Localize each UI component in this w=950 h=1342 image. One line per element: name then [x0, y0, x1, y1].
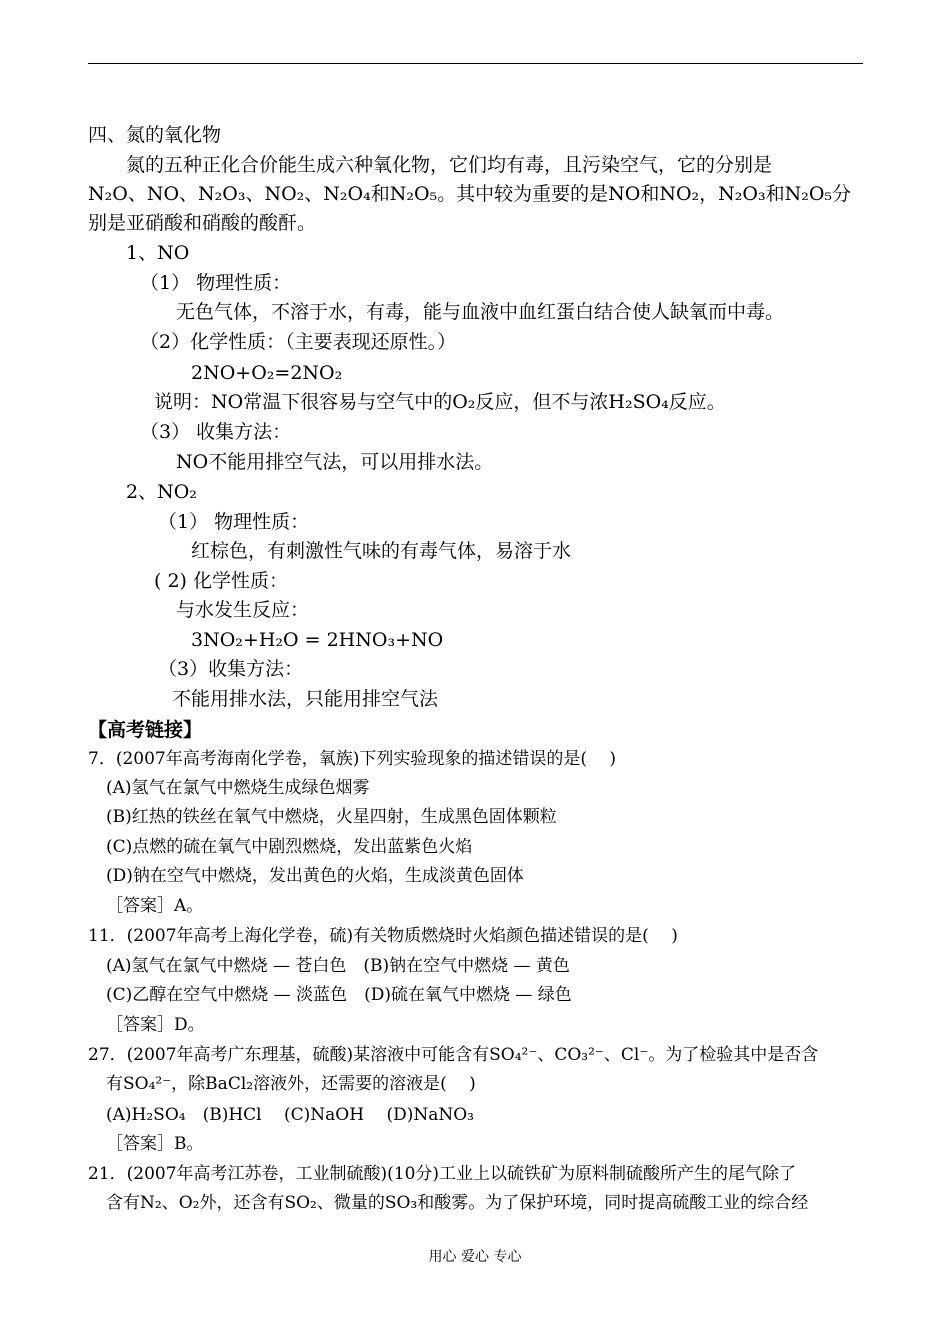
q7-option-c: (C)点燃的硫在氧气中剧烈燃烧，发出蓝紫色火焰	[106, 837, 473, 857]
q11-answer: ［答案］D。	[106, 1015, 205, 1035]
no2-chem-equation: 3NO₂+H₂O = 2HNO₃+NO	[191, 629, 444, 651]
page-footer: 用心 爱心 专心	[428, 1249, 522, 1265]
intro-line-2: N₂O、NO、N₂O₃、NO₂、N₂O₄和N₂O₅。其中较为重要的是NO和NO₂，N₂O₃和N₂O₅分	[88, 183, 852, 205]
q7-answer: ［答案］A。	[106, 896, 204, 916]
no-chem-label: （2）化学性质：（主要表现还原性。）	[140, 331, 457, 353]
q21-stem-cont: 含有N₂、O₂外，还含有SO₂、微量的SO₃和酸雾。为了保护环境，同时提高硫酸工业的综合经	[106, 1193, 809, 1213]
q11-options-ab: (A)氢气在氯气中燃烧 — 苍白色 (B)钠在空气中燃烧 — 黄色	[106, 956, 570, 976]
q21-stem: 21．(2007年高考江苏卷，工业制硫酸)(10分)工业上以硫铁矿为原料制硫酸所产生的尾气除了	[88, 1164, 797, 1184]
no-heading: 1、NO	[126, 242, 190, 264]
q27-stem: 27．(2007年高考广东理基，硫酸)某溶液中可能含有SO₄²⁻、CO₃²⁻、Cl⁻。为了检验其中是否含	[88, 1045, 819, 1065]
section-title: 四、氮的氧化物	[88, 124, 222, 146]
q11-stem: 11．(2007年高考上海化学卷，硫)有关物质燃烧时火焰颜色描述错误的是( )	[88, 926, 678, 946]
header-rule	[88, 63, 863, 64]
no2-phys-label: （1） 物理性质：	[158, 511, 310, 533]
q27-answer: ［答案］B。	[106, 1134, 204, 1154]
q7-stem: 7．(2007年高考海南化学卷，氧族)下列实验现象的描述错误的是( )	[88, 749, 617, 769]
no2-heading: 2、NO₂	[126, 481, 197, 503]
no-chem-equation: 2NO+O₂=2NO₂	[191, 362, 343, 384]
no2-phys-text: 红棕色，有刺激性气味的有毒气体，易溶于水	[191, 540, 572, 562]
intro-line-3: 别是亚硝酸和硝酸的酸酐。	[88, 212, 317, 234]
no2-chem-sub: 与水发生反应：	[176, 599, 310, 621]
no2-collect-text: 不能用排水法，只能用排空气法	[172, 688, 439, 710]
q11-options-cd: (C)乙醇在空气中燃烧 — 淡蓝色 (D)硫在氧气中燃烧 — 绿色	[106, 985, 572, 1005]
q7-option-d: (D)钠在空气中燃烧，发出黄色的火焰，生成淡黄色固体	[106, 866, 524, 886]
no2-collect-label: （3）收集方法：	[158, 658, 304, 680]
no-phys-text: 无色气体，不溶于水，有毒，能与血液中血红蛋白结合使人缺氧而中毒。	[176, 301, 785, 323]
q7-option-a: (A)氢气在氯气中燃烧生成绿色烟雾	[106, 778, 370, 798]
exam-link-heading: 【高考链接】	[88, 719, 203, 741]
no-collect-label: （3） 收集方法：	[140, 421, 292, 443]
no-phys-label: （1） 物理性质：	[140, 272, 292, 294]
q7-option-b: (B)红热的铁丝在氧气中燃烧，火星四射，生成黑色固体颗粒	[106, 807, 557, 827]
no-note: 说明：NO常温下很容易与空气中的O₂反应，但不与浓H₂SO₄反应。	[154, 391, 726, 413]
intro-line-1: 氮的五种正化合价能生成六种氧化物，它们均有毒，且污染空气，它的分别是	[126, 154, 773, 176]
q27-stem-cont: 有SO₄²⁻，除BaCl₂溶液外，还需要的溶液是( )	[106, 1074, 476, 1094]
no2-chem-label: ( 2) 化学性质：	[154, 570, 288, 592]
q27-options: (A)H₂SO₄ (B)HCl (C)NaOH (D)NaNO₃	[106, 1105, 474, 1125]
no-collect-text: NO不能用排空气法，可以用排水法。	[176, 451, 494, 473]
